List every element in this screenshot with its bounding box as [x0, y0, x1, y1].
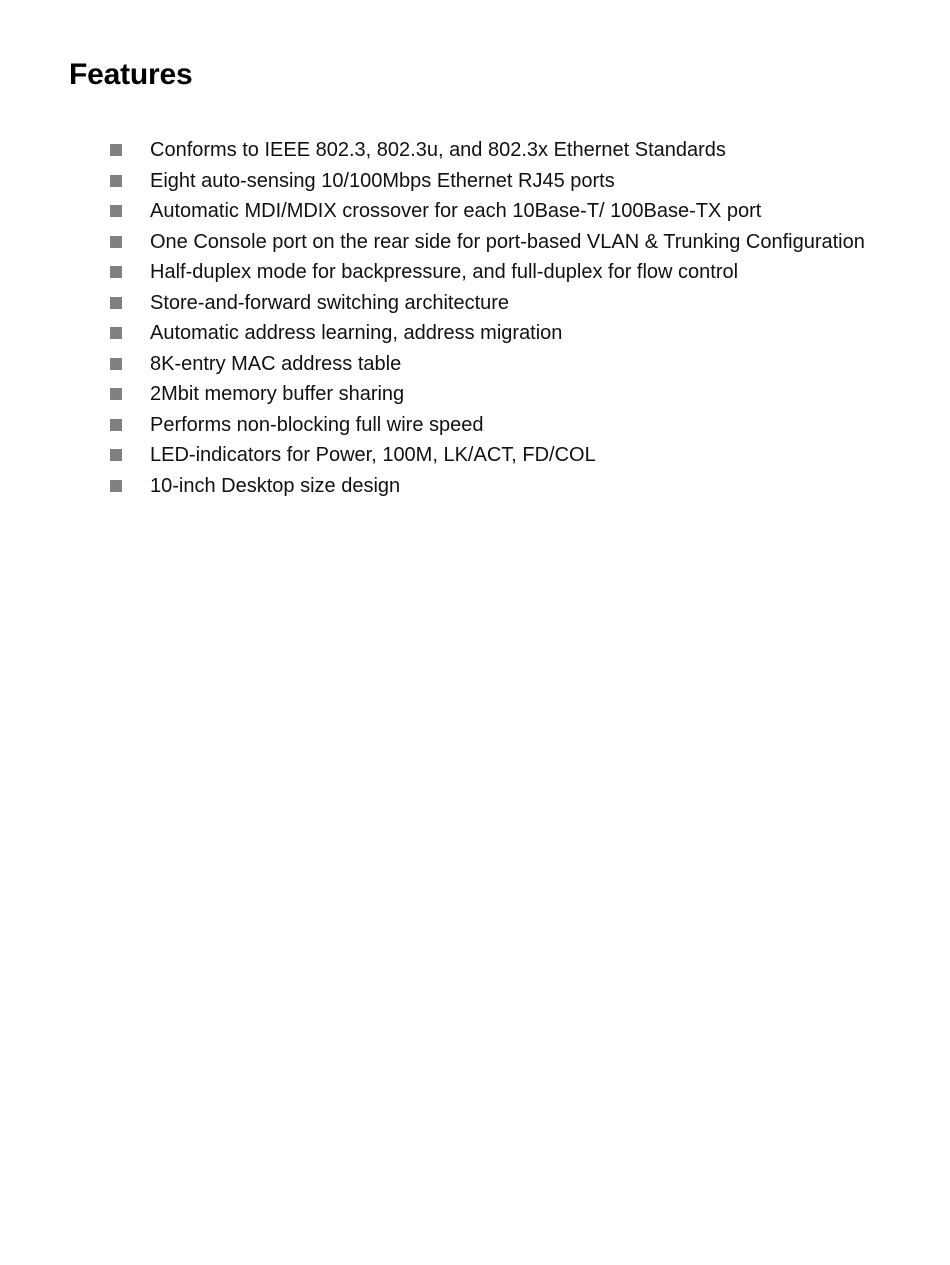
feature-text: Half-duplex mode for backpressure, and full-duplex for flow control [150, 261, 739, 283]
list-item [110, 166, 870, 197]
features-list [110, 135, 870, 501]
list-item [110, 288, 870, 319]
list-item [110, 257, 870, 288]
list-item [110, 471, 870, 502]
list-item [110, 410, 870, 441]
list-item [110, 227, 870, 258]
feature-text: One Console port on the rear side for port-based VLAN & Trunking Configuration [150, 230, 865, 253]
list-item [110, 135, 870, 166]
list-item [110, 196, 870, 227]
square-bullet-icon [110, 388, 122, 400]
square-bullet-icon [110, 480, 122, 492]
square-bullet-icon [110, 175, 122, 187]
square-bullet-icon [110, 419, 122, 431]
list-item [110, 349, 870, 380]
square-bullet-icon [110, 236, 122, 248]
feature-text: Automatic address learning, address migration [150, 322, 563, 344]
square-bullet-icon [110, 358, 122, 370]
feature-text: Automatic MDI/MDIX crossover for each 10Base-T/ 100Base-TX port [150, 200, 762, 222]
feature-text: Conforms to IEEE 802.3, 802.3u, and 802.3x Ethernet Standards [150, 139, 726, 161]
square-bullet-icon [110, 205, 122, 217]
square-bullet-icon [110, 266, 122, 278]
list-item [110, 440, 870, 471]
square-bullet-icon [110, 449, 122, 461]
feature-text: 10-inch Desktop size design [150, 474, 401, 497]
square-bullet-icon [110, 327, 122, 339]
feature-text: Performs non-blocking full wire speed [150, 413, 484, 436]
square-bullet-icon [110, 144, 122, 156]
feature-text: 2Mbit memory buffer sharing [150, 383, 405, 405]
feature-text: Eight auto-sensing 10/100Mbps Ethernet RJ45 ports [150, 169, 615, 192]
list-item [110, 318, 870, 349]
feature-text: Store-and-forward switching architecture [150, 291, 510, 314]
page-title: Features [69, 58, 193, 91]
list-item [110, 379, 870, 410]
feature-text: 8K-entry MAC address table [150, 352, 402, 375]
feature-text: LED-indicators for Power, 100M, LK/ACT, FD/COL [150, 444, 596, 466]
square-bullet-icon [110, 297, 122, 309]
